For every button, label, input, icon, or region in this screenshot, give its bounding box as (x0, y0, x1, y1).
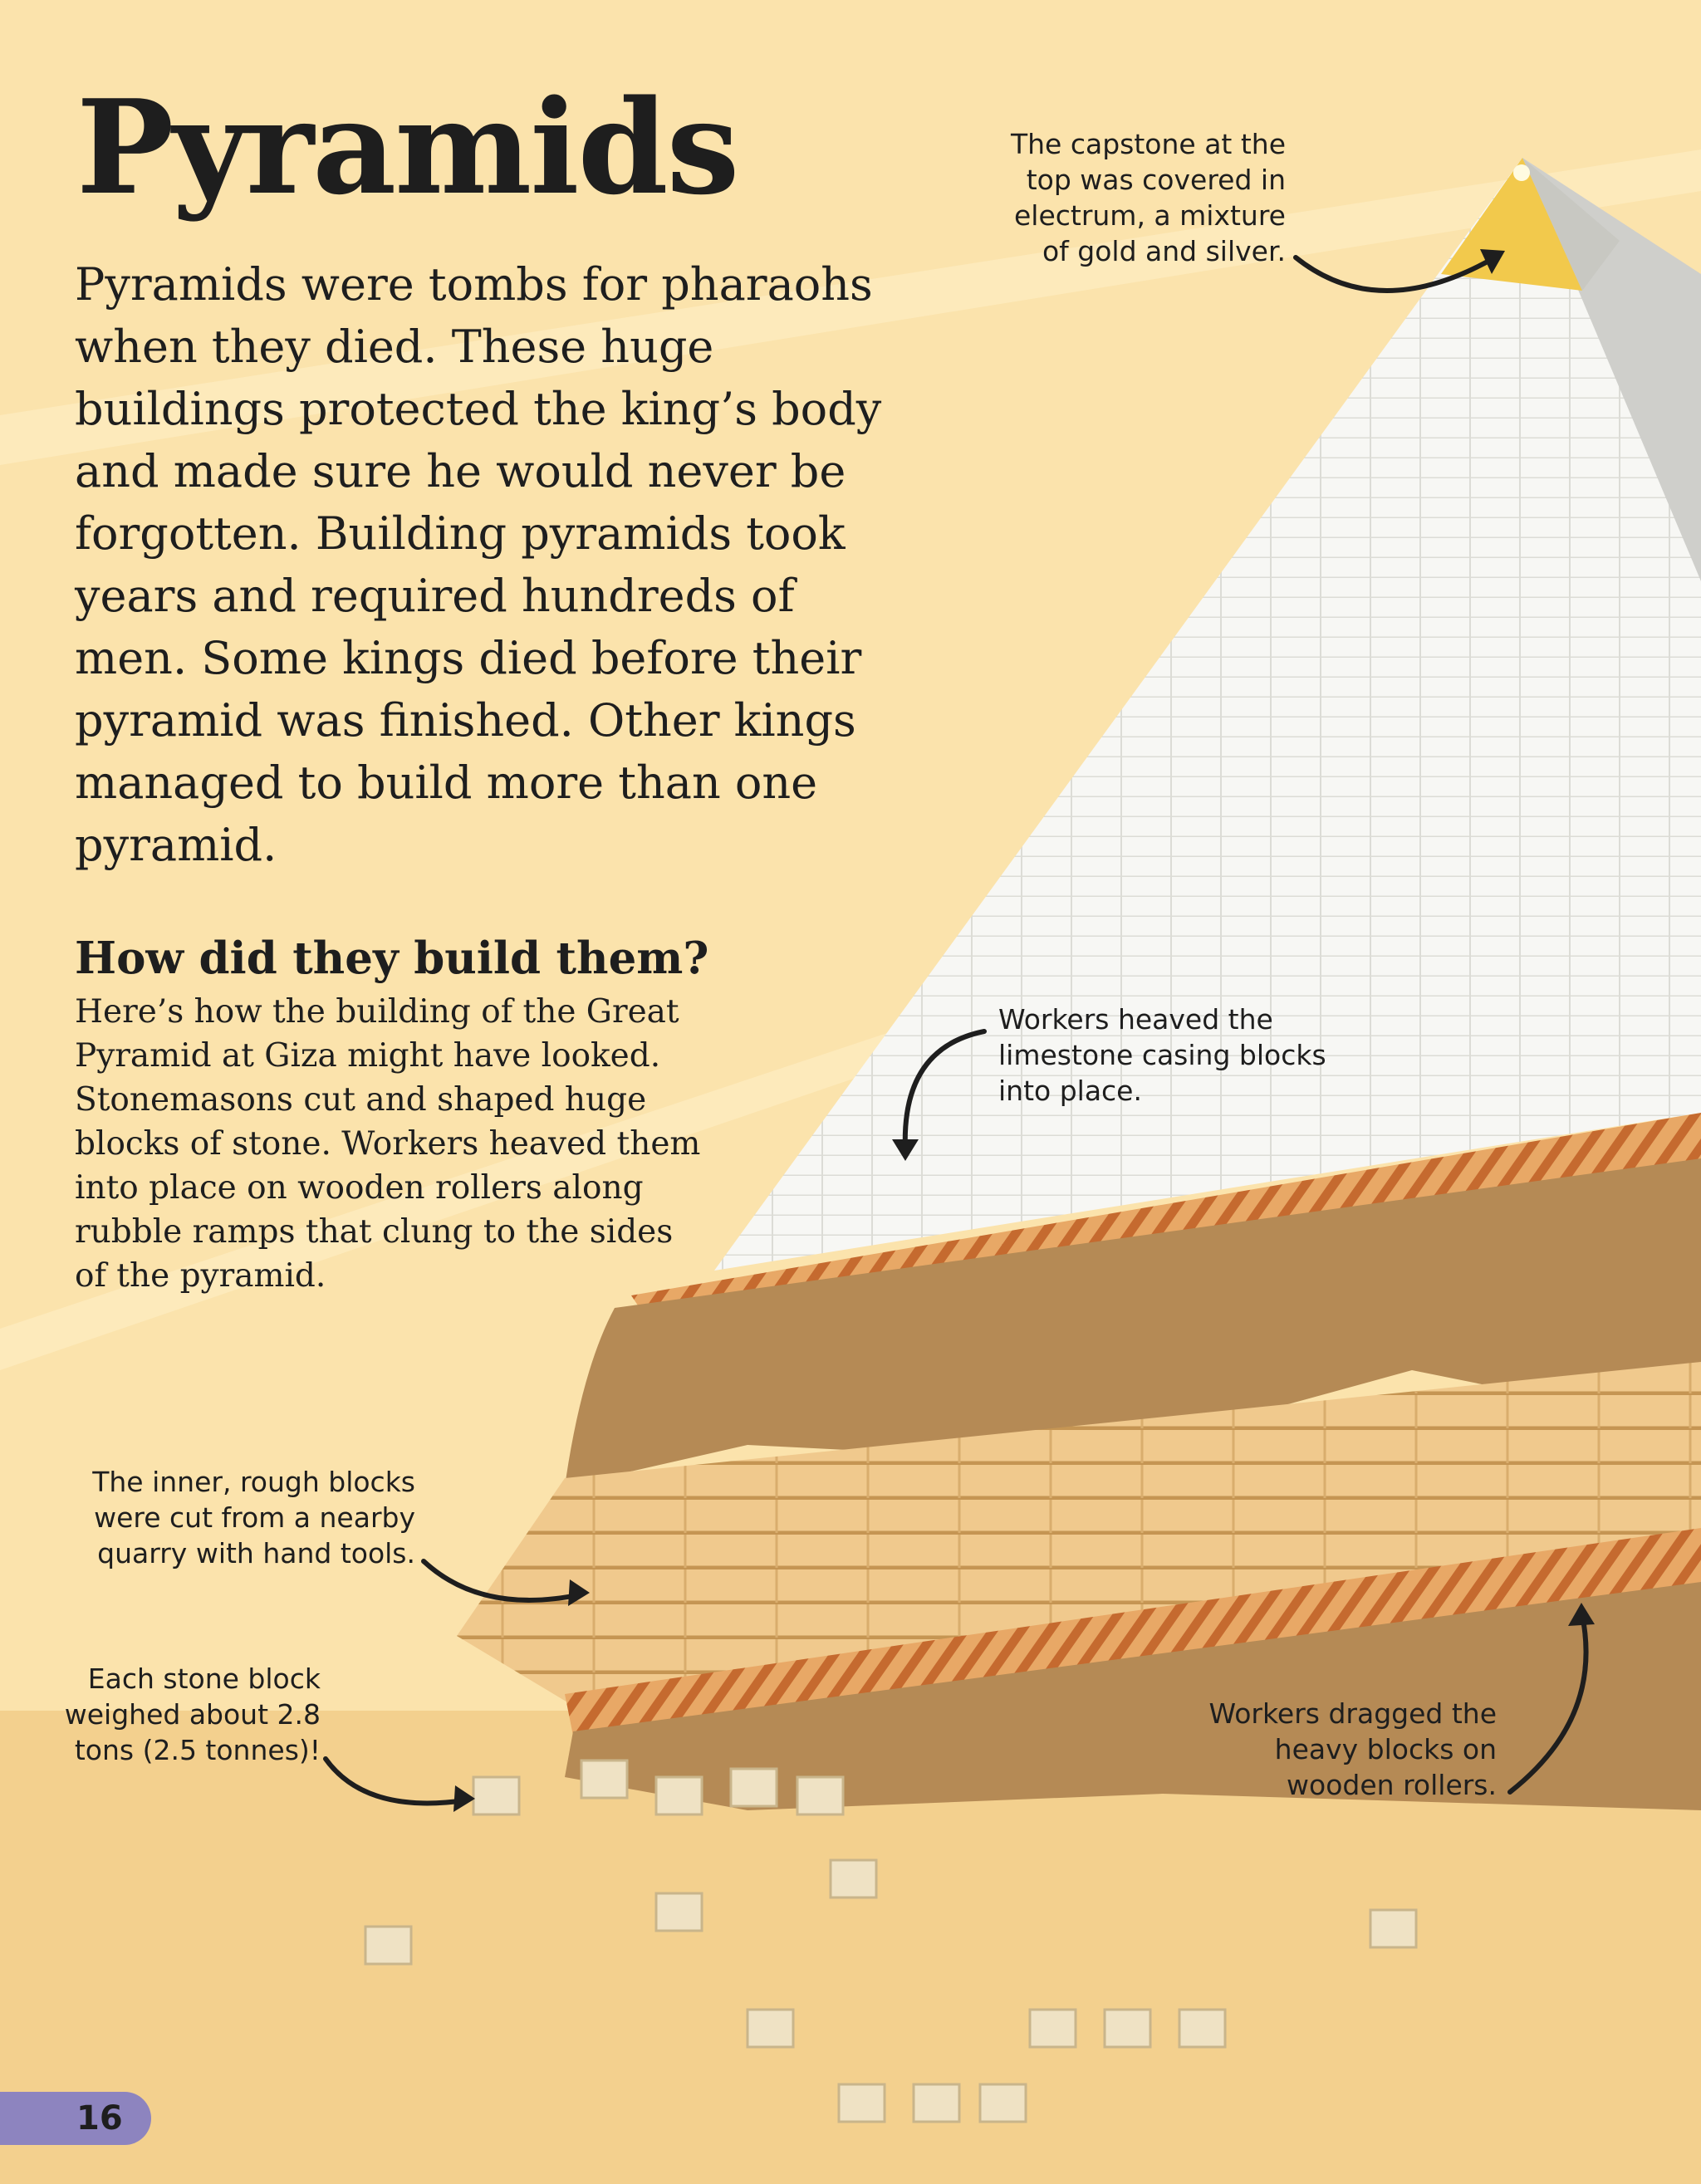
capstone-caption: The capstone at the top was covered in electrum, a mixture of gold and silver. (1010, 128, 1286, 267)
page-number: 16 (76, 2099, 123, 2137)
page-title: Pyramids (76, 71, 738, 223)
rollers-caption: Workers dragged the heavy blocks on wooden rollers. (1208, 1697, 1497, 1801)
capstone-sparkle (1513, 164, 1530, 181)
section-heading: How did they build them? (75, 933, 709, 984)
casing-caption: Workers heaved the limestone casing blocks into place. (998, 1003, 1326, 1107)
block-weight-caption: Each stone block weighed about 2.8 tons (2.5 tonnes)! (64, 1662, 321, 1766)
intro-paragraph: Pyramids were tombs for pharaohs when they died. These huge buildings protected the king’s body and made sure he would never be forgotten. Building pyramids took years and required hundreds of men. Some kings died before their pyramid was finished. Other kings managed to build more than one pyramid. (75, 258, 882, 871)
page-number-badge (0, 2092, 151, 2145)
inner-blocks-caption: The inner, rough blocks were cut from a nearby quarry with hand tools. (92, 1466, 415, 1569)
section-body: Here’s how the building of the Great Pyramid at Giza might have looked. Stonemasons cut and shaped huge blocks of stone. Workers heaved them into place on wooden rollers along rubble ramps that clung to the sides of the pyramid. (75, 993, 701, 1295)
